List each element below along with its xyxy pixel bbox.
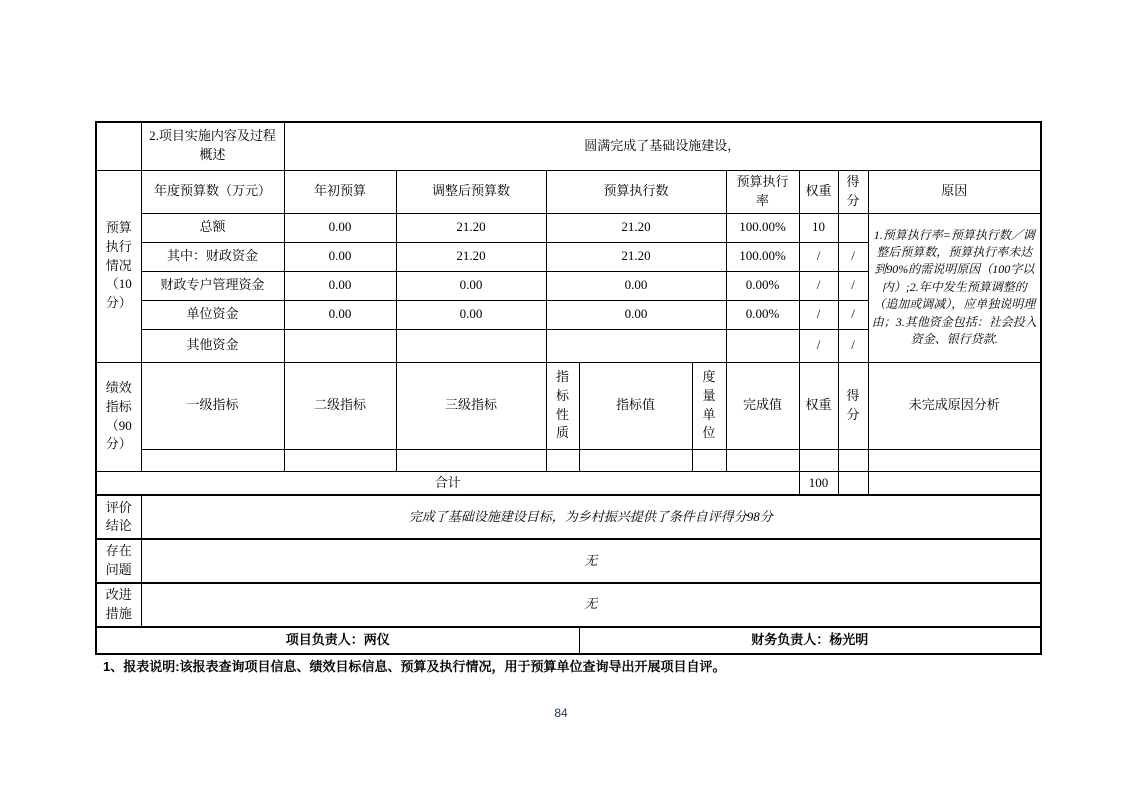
budget-score-value bbox=[838, 213, 868, 242]
budget-executed-value: 0.00 bbox=[546, 271, 726, 300]
budget-score-value: / bbox=[838, 242, 868, 271]
performance-section-label: 绩效指标（90分） bbox=[96, 362, 141, 471]
conclusion-label: 评价结论 bbox=[96, 495, 141, 539]
project-lead-signature: 项目负责人：两仪 bbox=[96, 627, 579, 654]
performance-header-level3: 三级指标 bbox=[396, 362, 546, 449]
budget-header-adjusted: 调整后预算数 bbox=[396, 170, 546, 213]
performance-header-row bbox=[96, 362, 1041, 449]
performance-header-level2: 二级指标 bbox=[284, 362, 396, 449]
budget-executed-value: 0.00 bbox=[546, 300, 726, 329]
budget-executed-value: 21.20 bbox=[546, 213, 726, 242]
budget-header-initial: 年初预算 bbox=[284, 170, 396, 213]
performance-target-value bbox=[579, 449, 692, 471]
budget-reason-note: 1.预算执行率=预算执行数／调整后预算数，预算执行率未达到90%的需说明原因（100字以内）;2.年中发生预算调整的（追加或调减），应单独说明理由；3.其他资金包括：社会投入资金、银行贷款. bbox=[868, 213, 1041, 362]
performance-header-score: 得分 bbox=[838, 362, 868, 449]
budget-rate-value bbox=[726, 329, 799, 362]
total-weight-value: 100 bbox=[799, 471, 838, 495]
budget-score-value: / bbox=[838, 329, 868, 362]
overview-label: 2.项目实施内容及过程概述 bbox=[141, 122, 284, 170]
budget-header-executed: 预算执行数 bbox=[546, 170, 726, 213]
budget-weight-value: / bbox=[799, 271, 838, 300]
budget-rate-value: 100.00% bbox=[726, 242, 799, 271]
improvements-label: 改进措施 bbox=[96, 583, 141, 627]
budget-header-row bbox=[96, 170, 1041, 213]
improvements-content: 无 bbox=[141, 583, 1041, 627]
performance-level1-value bbox=[141, 449, 284, 471]
budget-section-label: 预算执行情况（10分） bbox=[96, 170, 141, 362]
budget-initial-value: 0.00 bbox=[284, 300, 396, 329]
self-evaluation-table bbox=[95, 121, 1042, 655]
performance-analysis-value bbox=[868, 449, 1041, 471]
budget-rate-value: 0.00% bbox=[726, 300, 799, 329]
total-score-value bbox=[838, 471, 868, 495]
performance-header-level1: 一级指标 bbox=[141, 362, 284, 449]
conclusion-content: 完成了基础设施建设目标，为乡村振兴提供了条件自评得分98分 bbox=[141, 495, 1041, 539]
budget-initial-value bbox=[284, 329, 396, 362]
performance-weight-value bbox=[799, 449, 838, 471]
budget-adjusted-value: 21.20 bbox=[396, 213, 546, 242]
total-row bbox=[96, 471, 1041, 495]
budget-adjusted-value: 21.20 bbox=[396, 242, 546, 271]
performance-header-nature: 指标性质 bbox=[546, 362, 579, 449]
budget-weight-value: / bbox=[799, 329, 838, 362]
budget-weight-value: / bbox=[799, 300, 838, 329]
budget-initial-value: 0.00 bbox=[284, 213, 396, 242]
budget-initial-value: 0.00 bbox=[284, 271, 396, 300]
overview-row bbox=[96, 122, 1041, 170]
total-reason-value bbox=[868, 471, 1041, 495]
budget-rate-value: 100.00% bbox=[726, 213, 799, 242]
performance-unit-value bbox=[692, 449, 726, 471]
report-description-note: 1、报表说明:该报表查询项目信息、绩效目标信息、预算及执行情况，用于预算单位查询导出开展项目自评。 bbox=[103, 659, 726, 674]
performance-data-row bbox=[96, 449, 1041, 471]
performance-header-analysis: 未完成原因分析 bbox=[868, 362, 1041, 449]
budget-header-weight: 权重 bbox=[799, 170, 838, 213]
page-number: 84 bbox=[554, 706, 568, 720]
performance-level2-value bbox=[284, 449, 396, 471]
budget-adjusted-value: 0.00 bbox=[396, 300, 546, 329]
budget-rate-value: 0.00% bbox=[726, 271, 799, 300]
budget-header-reason: 原因 bbox=[868, 170, 1041, 213]
budget-adjusted-value: 0.00 bbox=[396, 271, 546, 300]
performance-header-target: 指标值 bbox=[579, 362, 692, 449]
conclusion-row bbox=[96, 495, 1041, 539]
performance-header-weight: 权重 bbox=[799, 362, 838, 449]
budget-item-label: 财政专户管理资金 bbox=[141, 271, 284, 300]
budget-item-label: 单位资金 bbox=[141, 300, 284, 329]
budget-executed-value bbox=[546, 329, 726, 362]
problems-label: 存在问题 bbox=[96, 539, 141, 583]
finance-lead-signature: 财务负责人：杨光明 bbox=[579, 627, 1041, 654]
overview-spacer-cell bbox=[96, 122, 141, 170]
budget-header-item: 年度预算数（万元） bbox=[141, 170, 284, 213]
budget-score-value: / bbox=[838, 271, 868, 300]
budget-item-label: 其中：财政资金 bbox=[141, 242, 284, 271]
budget-weight-value: / bbox=[799, 242, 838, 271]
performance-header-actual: 完成值 bbox=[726, 362, 799, 449]
problems-row bbox=[96, 539, 1041, 583]
performance-actual-value bbox=[726, 449, 799, 471]
budget-header-score: 得分 bbox=[838, 170, 868, 213]
budget-adjusted-value bbox=[396, 329, 546, 362]
signatures-row bbox=[96, 627, 1041, 654]
budget-item-label: 总额 bbox=[141, 213, 284, 242]
performance-level3-value bbox=[396, 449, 546, 471]
total-label: 合计 bbox=[96, 471, 799, 495]
performance-score-value bbox=[838, 449, 868, 471]
overview-content: 圆满完成了基础设施建设， bbox=[284, 122, 1041, 170]
improvements-row bbox=[96, 583, 1041, 627]
budget-weight-value: 10 bbox=[799, 213, 838, 242]
budget-initial-value: 0.00 bbox=[284, 242, 396, 271]
performance-header-unit: 度量单位 bbox=[692, 362, 726, 449]
performance-nature-value bbox=[546, 449, 579, 471]
budget-header-rate: 预算执行率 bbox=[726, 170, 799, 213]
problems-content: 无 bbox=[141, 539, 1041, 583]
budget-item-label: 其他资金 bbox=[141, 329, 284, 362]
budget-score-value: / bbox=[838, 300, 868, 329]
budget-row-total bbox=[96, 213, 1041, 242]
budget-executed-value: 21.20 bbox=[546, 242, 726, 271]
